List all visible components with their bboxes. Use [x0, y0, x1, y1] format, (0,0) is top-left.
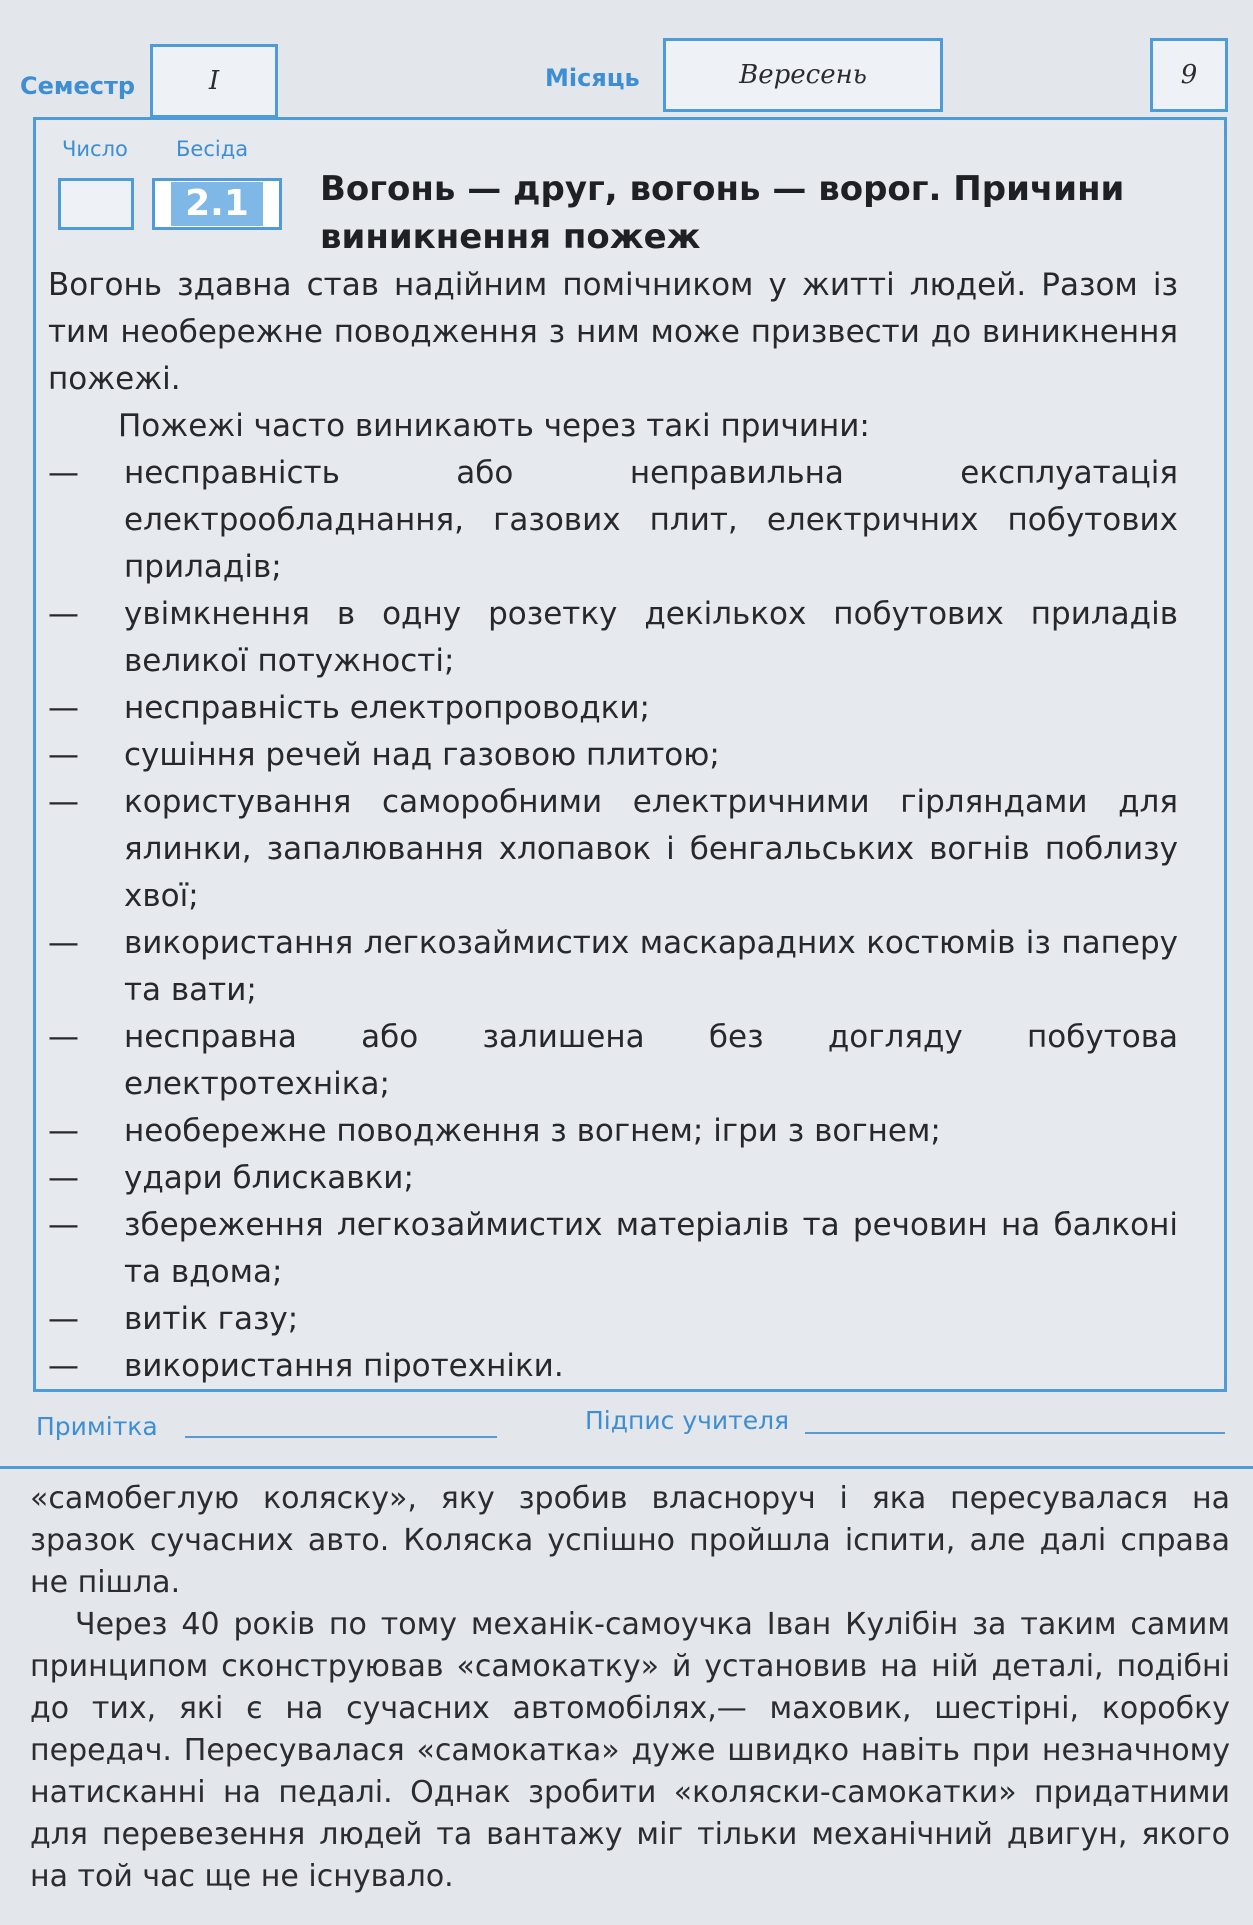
bottom-text	[30, 1478, 1230, 1898]
semester-field	[150, 44, 278, 118]
dash-bullet: —	[48, 1301, 79, 1337]
lesson-title: Вогонь — друг, вогонь — ворог. Причини виникнення пожеж	[320, 169, 1125, 257]
conversation-number-box	[152, 178, 282, 230]
dash-bullet: —	[48, 1113, 79, 1149]
causes-list	[48, 450, 1178, 1390]
dash-bullet: —	[48, 737, 79, 773]
signature-line[interactable]	[805, 1432, 1225, 1434]
intro-paragraph: Вогонь здавна став надійним помічником у житті людей. Разом із тим необережне поводження з ним може призвести до виникнення пожежі.	[48, 267, 1178, 397]
semester-value: I	[208, 66, 220, 96]
bottom-paragraph-1: «самобеглую коляску», яку зробив власноруч і яка пересувалася на зразок сучасних авто. Коляска успішно пройшла іспити, але далі справа не пішла.	[30, 1481, 1230, 1600]
note-line[interactable]	[185, 1436, 497, 1438]
dash-bullet: —	[48, 1019, 79, 1055]
dash-bullet: —	[48, 1348, 79, 1384]
list-item: — увімкнення в одну розетку декількох побутових приладів великої потужності;	[48, 591, 1178, 685]
note-label: Примітка	[36, 1412, 158, 1441]
number-label: Число	[62, 137, 128, 161]
lesson-body	[48, 262, 1178, 1390]
dash-bullet: —	[48, 784, 79, 820]
list-item: — удари блискавки;	[48, 1155, 1178, 1202]
list-item: — користування саморобними електричними гірляндами для ялинки, запалювання хлопавок і бенгальських вогнів поблизу хвої;	[48, 779, 1178, 920]
conversation-number: 2.1	[171, 182, 263, 226]
month-label: Місяць	[545, 64, 640, 92]
dash-bullet: —	[48, 1160, 79, 1196]
page-number: 9	[1180, 60, 1198, 90]
list-item: — несправність або неправильна експлуатація електрообладнання, газових плит, електричних побутових приладів;	[48, 450, 1178, 591]
list-item: — витік газу;	[48, 1296, 1178, 1343]
month-field	[663, 38, 943, 112]
date-box	[58, 178, 134, 230]
dash-bullet: —	[48, 690, 79, 726]
list-item: — використання легкозаймистих маскарадних костюмів із паперу та вати;	[48, 920, 1178, 1014]
list-item: — використання піротехніки.	[48, 1343, 1178, 1390]
page-number-box	[1150, 38, 1228, 112]
bottom-paragraph-2: Через 40 років по тому механік-самоучка Іван Кулібін за таким самим принципом сконструював «самокатку» й установив на ній деталі, подібні до тих, які є на сучасних автомобілях,— маховик, шестірні, коробку передач. Пересувалася «самокатка» дуже швидко навіть при незначному натисканні на педалі. Однак зробити «коляски-самокатки» придатними для перевезення людей та вантажу міг тільки механічний двигун, якого на той час ще не існувало.	[30, 1607, 1230, 1894]
list-item: — несправність електропроводки;	[48, 685, 1178, 732]
list-item: — необережне поводження з вогнем; ігри з вогнем;	[48, 1108, 1178, 1155]
conversation-label: Бесіда	[176, 137, 249, 161]
dash-bullet: —	[48, 596, 79, 632]
list-item: — сушіння речей над газовою плитою;	[48, 732, 1178, 779]
dash-bullet: —	[48, 455, 79, 491]
semester-label: Семестр	[20, 72, 136, 100]
list-item: — збереження легкозаймистих матеріалів та речовин на балконі та вдома;	[48, 1202, 1178, 1296]
dash-bullet: —	[48, 1207, 79, 1243]
dash-bullet: —	[48, 925, 79, 961]
month-value: Вересень	[739, 60, 867, 90]
causes-intro: Пожежі часто виникають через такі причини:	[118, 408, 870, 444]
signature-label: Підпис учителя	[585, 1406, 790, 1435]
section-divider	[0, 1466, 1253, 1469]
list-item: — несправна або залишена без догляду побутова електротехніка;	[48, 1014, 1178, 1108]
